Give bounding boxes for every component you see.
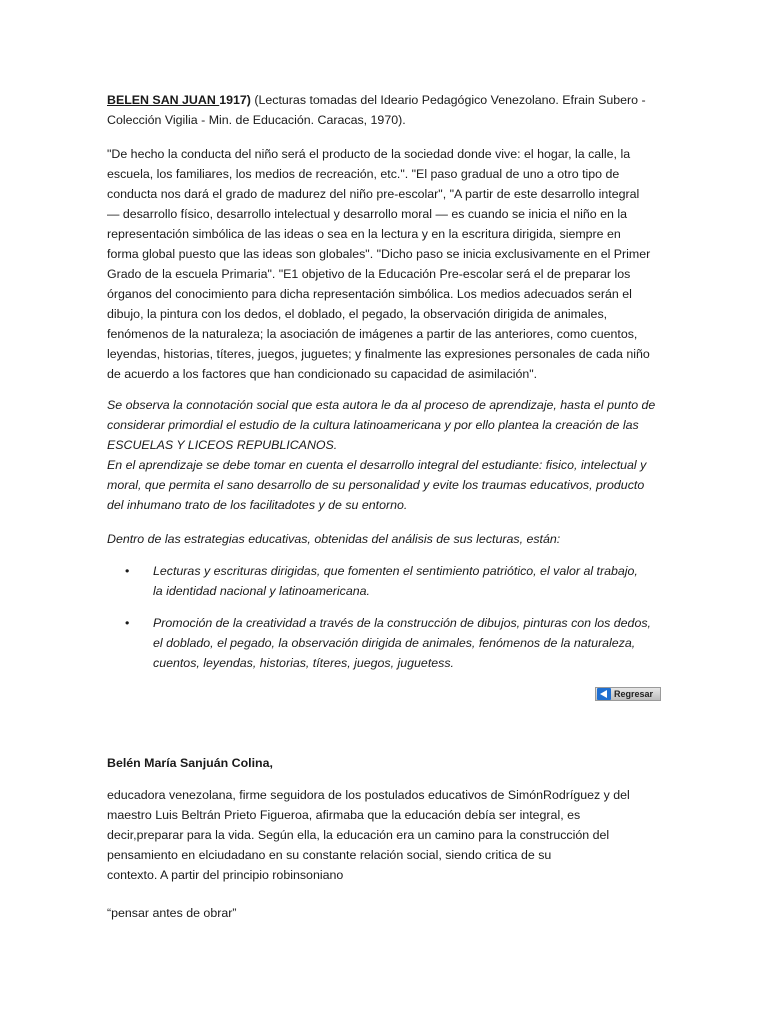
quote-line: de acuerdo a los factores que han condicionado su capacidad de asimilación". [107,367,538,381]
quote-line: órganos del conocimiento para dicha representación simbólica. Los medios adecuados serán el [107,287,632,301]
list-item-line: la identidad nacional y latinoamericana. [153,584,370,598]
quote-line: fenómenos de la naturaleza; la asociación de imágenes a partir de las anteriores, como cuentos, [107,327,638,341]
list-item-line: cuentos, leyendas, historias, títeres, juegos, juguetess. [153,656,454,670]
commentary-line: del inhumano trato de los facilitadotes y de su entorno. [107,498,408,512]
list-item [125,613,665,673]
quote-line: forma global puesto que las ideas son globales". "Dicho paso se inicia exclusivamente en el Primer [107,247,651,261]
back-button[interactable] [595,687,661,701]
back-arrow-icon [597,688,611,700]
bullet-icon: • [125,564,130,578]
quote-line: representación simbólica de las ideas o sea en la lectura y en la escritura dirigida, siempre en [107,227,621,241]
bio-name-text: Belén María Sanjuán Colina, [107,756,273,770]
bullet-icon: • [125,616,130,630]
quote-line: "De hecho la conducta del niño será el producto de la sociedad donde vive: el hogar, la calle, la [107,147,631,161]
strategies-intro-text: Dentro de las estrategias educativas, obtenidas del análisis de sus lecturas, están: [107,532,561,546]
commentary-line: ESCUELAS Y LICEOS REPUBLICANOS. [107,438,338,452]
commentary-line: considerar primordial el estudio de la cultura latinoamericana y por ello plantea la creación de las [107,418,639,432]
quote-line: conducta nos dará el grado de madurez del niño pre-escolar", "A partir de este desarrollo integral [107,187,640,201]
citation-line-1: (Lecturas tomadas del Ideario Pedagógico Venezolano. Efrain Subero - [250,93,646,107]
quote-line: — desarrollo físico, desarrollo intelectual y desarrollo moral — es cuando se inicia el niño en la [107,207,627,221]
back-button-label: Regresar [614,689,654,699]
list-item [125,561,665,601]
quote-line: Grado de la escuela Primaria". "E1 objetivo de la Educación Pre-escolar será el de preparar los [107,267,631,281]
list-item-line: Promoción de la creatividad a través de la construcción de dibujos, pinturas con los dedos, [153,616,651,630]
commentary-line: moral, que permita el sano desarrollo de su personalidad y evite los traumas educativos, producto [107,478,645,492]
strategies-intro [107,529,663,549]
bio-line: contexto. A partir del principio robinsoniano [107,868,344,882]
bio-quote [107,903,663,923]
quote-line: dibujo, la pintura con los dedos, el doblado, el pegado, la observación dirigida de animales, [107,307,608,321]
author-name: BELEN SAN JUAN [107,93,220,107]
author-year: 1917) [219,93,251,107]
header-citation [107,90,663,130]
citation-line-2: Colección Vigilia - Min. de Educación. Caracas, 1970). [107,113,406,127]
quote-line: escuela, los familiares, los medios de recreación, etc.". "El paso gradual de uno a otro tipo de [107,167,620,181]
bio-quote-text: “pensar antes de obrar” [107,906,237,920]
bio-line: maestro Luis Beltrán Prieto Figueroa, afirmaba que la educación debía ser integral, es [107,808,581,822]
bio-line: pensamiento en elciudadano en su constante relación social, siendo critica de su [107,848,552,862]
strategies-list [125,561,665,685]
commentary-line: Se observa la connotación social que esta autora le da al proceso de aprendizaje, hasta el punto de [107,398,656,412]
list-item-line: el doblado, el pegado, la observación dirigida de animales, fenómenos de la naturaleza, [153,636,636,650]
bio-paragraph [107,785,663,885]
bio-name [107,753,663,773]
bio-line: decir,preparar para la vida. Según ella, la educación era un camino para la construcción del [107,828,610,842]
quote-line: leyendas, historias, títeres, juegos, juguetes; y finalmente las expresiones personales de cada niño [107,347,650,361]
commentary-line: En el aprendizaje se debe tomar en cuenta el desarrollo integral del estudiante: fisico, intelectual y [107,458,647,472]
commentary-paragraph [107,395,663,515]
quote-paragraph [107,144,663,384]
list-item-line: Lecturas y escrituras dirigidas, que fomenten el sentimiento patriótico, el valor al trabajo, [153,564,638,578]
bio-line: educadora venezolana, firme seguidora de los postulados educativos de SimónRodríguez y del [107,788,630,802]
